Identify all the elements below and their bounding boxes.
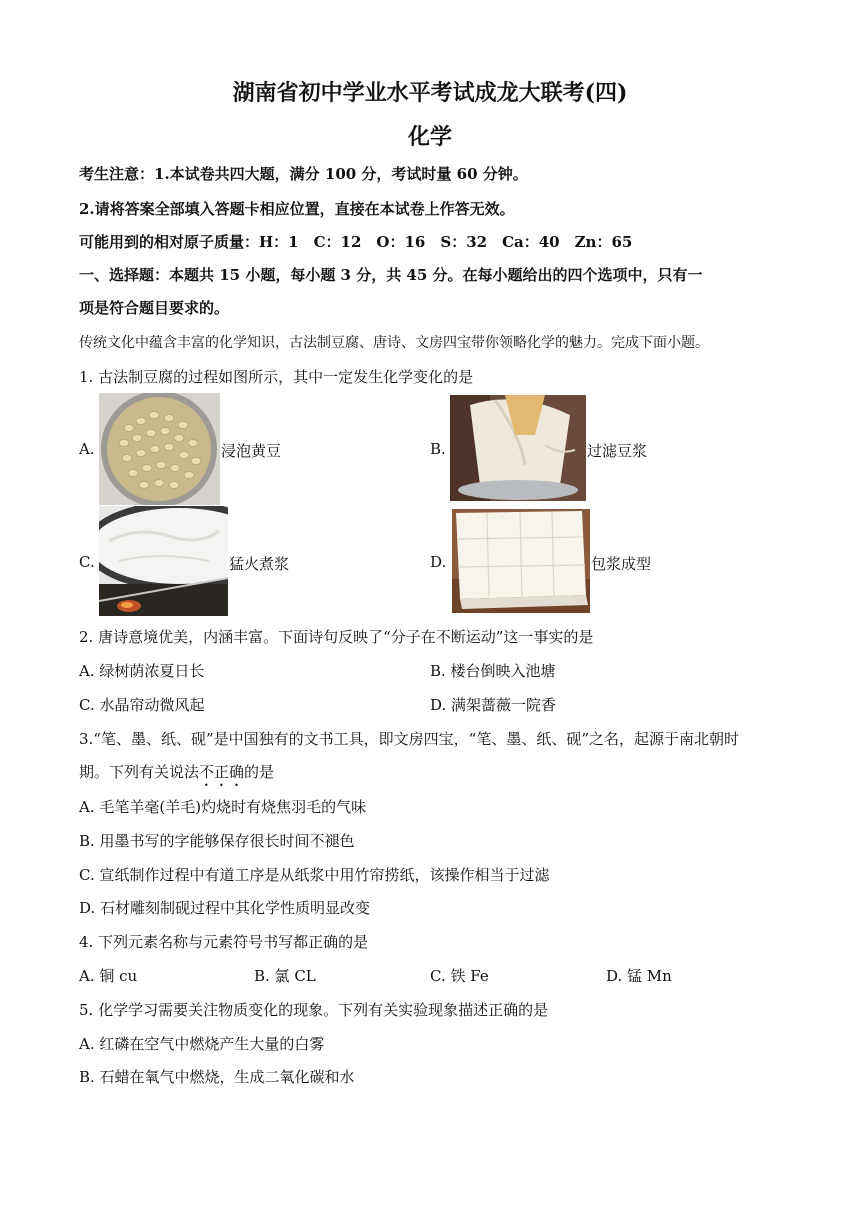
section-intro: 传统文化中蕴含丰富的化学知识，古法制豆腐、唐诗、文房四宝带你领略化学的魅力。完成下面小题。 — [79, 335, 709, 351]
note-1: 考生注意：1.本试卷共四大题，满分 100 分，考试时量 60 分钟。 — [79, 165, 528, 183]
q5-option-a: A. 红磷在空气中燃烧产生大量的白雾 — [79, 1035, 325, 1053]
q1-option-b-letter: B. — [430, 440, 446, 458]
q1-option-c-caption: 猛火煮浆 — [229, 555, 290, 573]
q2-option-d: D. 满架蔷薇一院香 — [430, 696, 557, 714]
q3-stem-emphasis: 不正确 — [199, 763, 245, 781]
boiling-soymilk-image — [99, 506, 228, 616]
q5-option-b: B. 石蜡在氧气中燃烧，生成二氧化碳和水 — [79, 1068, 355, 1086]
q3-option-a: A. 毛笔羊毫(羊毛)灼烧时有烧焦羽毛的气味 — [79, 798, 367, 816]
q2-stem: 2. 唐诗意境优美，内涵丰富。下面诗句反映了“分子在不断运动”这一事实的是 — [79, 628, 594, 646]
subject-title: 化学 — [407, 124, 452, 150]
filtering-soymilk-image — [450, 395, 586, 501]
q2-option-a: A. 绿树荫浓夏日长 — [79, 662, 205, 680]
q3-stem-post: 的是 — [244, 763, 275, 781]
q2-option-b: B. 楼台倒映入池塘 — [430, 662, 556, 680]
atomic-masses: 可能用到的相对原子质量：H：1 C：12 O：16 S：32 Ca：40 Zn：65 — [79, 233, 633, 251]
soaked-soybeans-image — [99, 393, 220, 505]
section-heading-line2: 项是符合题目要求的。 — [79, 299, 230, 317]
q5-stem: 5. 化学学习需要关注物质变化的现象。下列有关实验现象描述正确的是 — [79, 1001, 549, 1019]
tofu-shaping-image — [452, 509, 590, 613]
q1-option-d-caption: 包浆成型 — [591, 555, 652, 573]
q4-option-c: C. 铁 Fe — [430, 967, 489, 985]
q1-stem: 1. 古法制豆腐的过程如图所示，其中一定发生化学变化的是 — [79, 368, 474, 386]
q1-option-a-letter: A. — [79, 440, 95, 458]
q1-option-d-letter: D. — [430, 553, 447, 571]
q1-option-b-caption: 过滤豆浆 — [587, 442, 648, 460]
section-heading-line1: 一、选择题：本题共 15 小题，每小题 3 分，共 45 分。在每小题给出的四个选项中，只有一 — [79, 266, 703, 284]
q4-option-a: A. 铜 cu — [79, 967, 138, 985]
q4-option-b: B. 氯 CL — [254, 967, 316, 985]
q3-option-b: B. 用墨书写的字能够保存很长时间不褪色 — [79, 832, 355, 850]
q3-option-d: D. 石材雕刻制砚过程中其化学性质明显改变 — [79, 899, 371, 917]
note-2: 2.请将答案全部填入答题卡相应位置，直接在本试卷上作答无效。 — [79, 200, 515, 218]
q3-stem-line2 — [79, 761, 274, 790]
q1-option-c-letter: C. — [79, 553, 95, 571]
q4-stem: 4. 下列元素名称与元素符号书写都正确的是 — [79, 933, 369, 951]
q3-stem-line1: 3.“笔、墨、纸、砚”是中国独有的文书工具，即文房四宝，“笔、墨、纸、砚”之名，起源于南北朝时 — [79, 730, 739, 748]
q3-stem-pre: 期。下列有关说法 — [79, 763, 200, 781]
exam-title: 湖南省初中学业水平考试成龙大联考(四) — [232, 80, 628, 106]
q3-option-c: C. 宣纸制作过程中有道工序是从纸浆中用竹帘捞纸，该操作相当于过滤 — [79, 866, 550, 884]
q1-option-a-caption: 浸泡黄豆 — [221, 442, 282, 460]
q2-option-c: C. 水晶帘动微风起 — [79, 696, 205, 714]
q4-option-d: D. 锰 Mn — [606, 967, 672, 985]
